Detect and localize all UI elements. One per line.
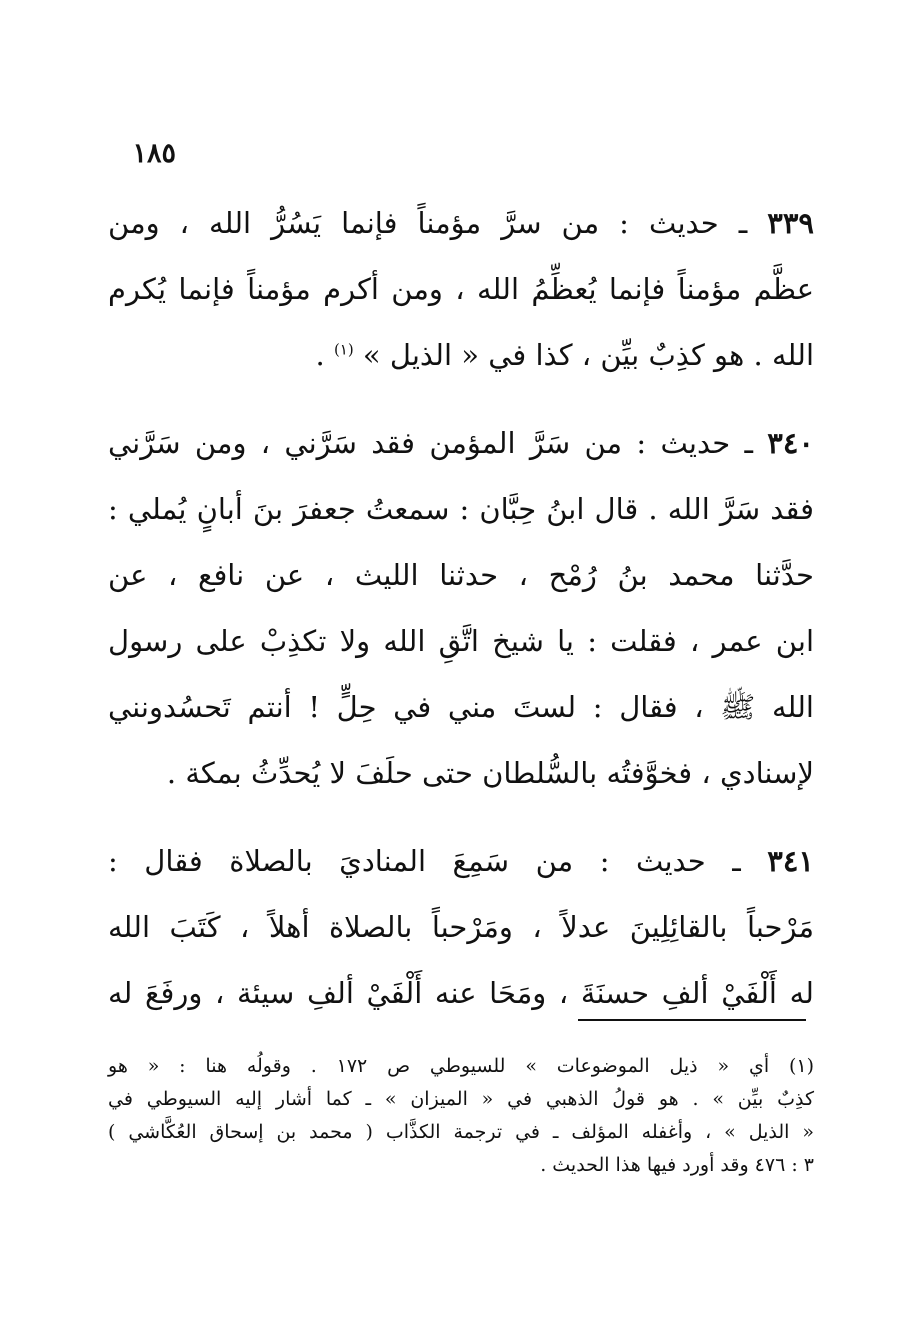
hadith-number: ٣٤١ bbox=[767, 844, 814, 878]
text-line: مَرْحباً بالقائِلِينَ عدلاً ، ومَرْحباً بالصلاة أهلاً ، كَتَبَ الله bbox=[108, 910, 814, 944]
footnote-line: كذِبٌ بيِّن » . هو قولُ الذهبي في « الميزان » ـ كما أشار إليه السيوطي في bbox=[108, 1088, 814, 1110]
hadith-number: ٣٣٩ bbox=[767, 206, 814, 240]
hadith-341 bbox=[108, 828, 814, 1026]
text-line: ابن عمر ، فقلت : يا شيخ اتَّقِ الله ولا تكذِبْ على رسول bbox=[108, 624, 814, 658]
footnote-line: (١) أي « ذيل الموضوعات » للسيوطي ص ١٧٢ . وقولُه هنا : « هو bbox=[108, 1055, 815, 1077]
hadith-339 bbox=[108, 190, 814, 388]
footnote-reference[interactable]: (١) bbox=[333, 340, 354, 359]
text-line: عظَّم مؤمناً فإنما يُعظِّمُ الله ، ومن أكرم مؤمناً فإنما يُكرم bbox=[108, 272, 814, 306]
text-line: ٣٤٠ ـ حديث : من سَرَّ المؤمن فقد سَرَّني ، ومن سَرَّني bbox=[108, 426, 814, 460]
text-line: ٣٣٩ ـ حديث : من سرَّ مؤمناً فإنما يَسُرُّ الله ، ومن bbox=[108, 206, 814, 240]
text-line: ٣٤١ ـ حديث : من سَمِعَ المناديَ بالصلاة فقال : bbox=[108, 844, 814, 878]
text-line: لإسنادي ، فخوَّفتُه بالسُّلطان حتى حلَفَ لا يُحدِّثُ بمكة . bbox=[166, 756, 814, 790]
text-line: الله ﷺ ، فقال : لستَ مني في حِلٍّ ! أنتم تَحسُدونني bbox=[108, 690, 814, 724]
text-line: حدَّثنا محمد بنُ رُمْح ، حدثنا الليث ، عن نافع ، عن bbox=[108, 558, 814, 592]
hadith-number: ٣٤٠ bbox=[767, 426, 814, 460]
footnote-line: « الذيل » ، وأغفله المؤلف ـ في ترجمة الكذَّاب ( محمد بن إسحاق العُكَّاشي ) bbox=[108, 1121, 814, 1143]
footnote-separator bbox=[578, 1019, 806, 1021]
footnote bbox=[108, 1050, 814, 1182]
text-line: فقد سَرَّ الله . قال ابنُ حِبَّان : سمعتُ جعفرَ بنَ أبانٍ يُملي : bbox=[108, 492, 814, 526]
page-number: ١٨٥ bbox=[132, 138, 176, 169]
text-line: الله . هو كذِبٌ بيِّن ، كذا في « الذيل » $^{(١)}$ . bbox=[315, 338, 814, 372]
main-text bbox=[108, 190, 814, 1048]
hadith-340 bbox=[108, 410, 814, 806]
footnote-line: ٣ : ٤٧٦ وقد أورد فيها هذا الحديث . bbox=[540, 1154, 814, 1176]
text-line: له أَلْفَيْ ألفِ حسنَةَ ، ومَحَا عنه أَلْفَيْ ألفِ سيئة ، ورفَعَ له bbox=[108, 976, 814, 1010]
